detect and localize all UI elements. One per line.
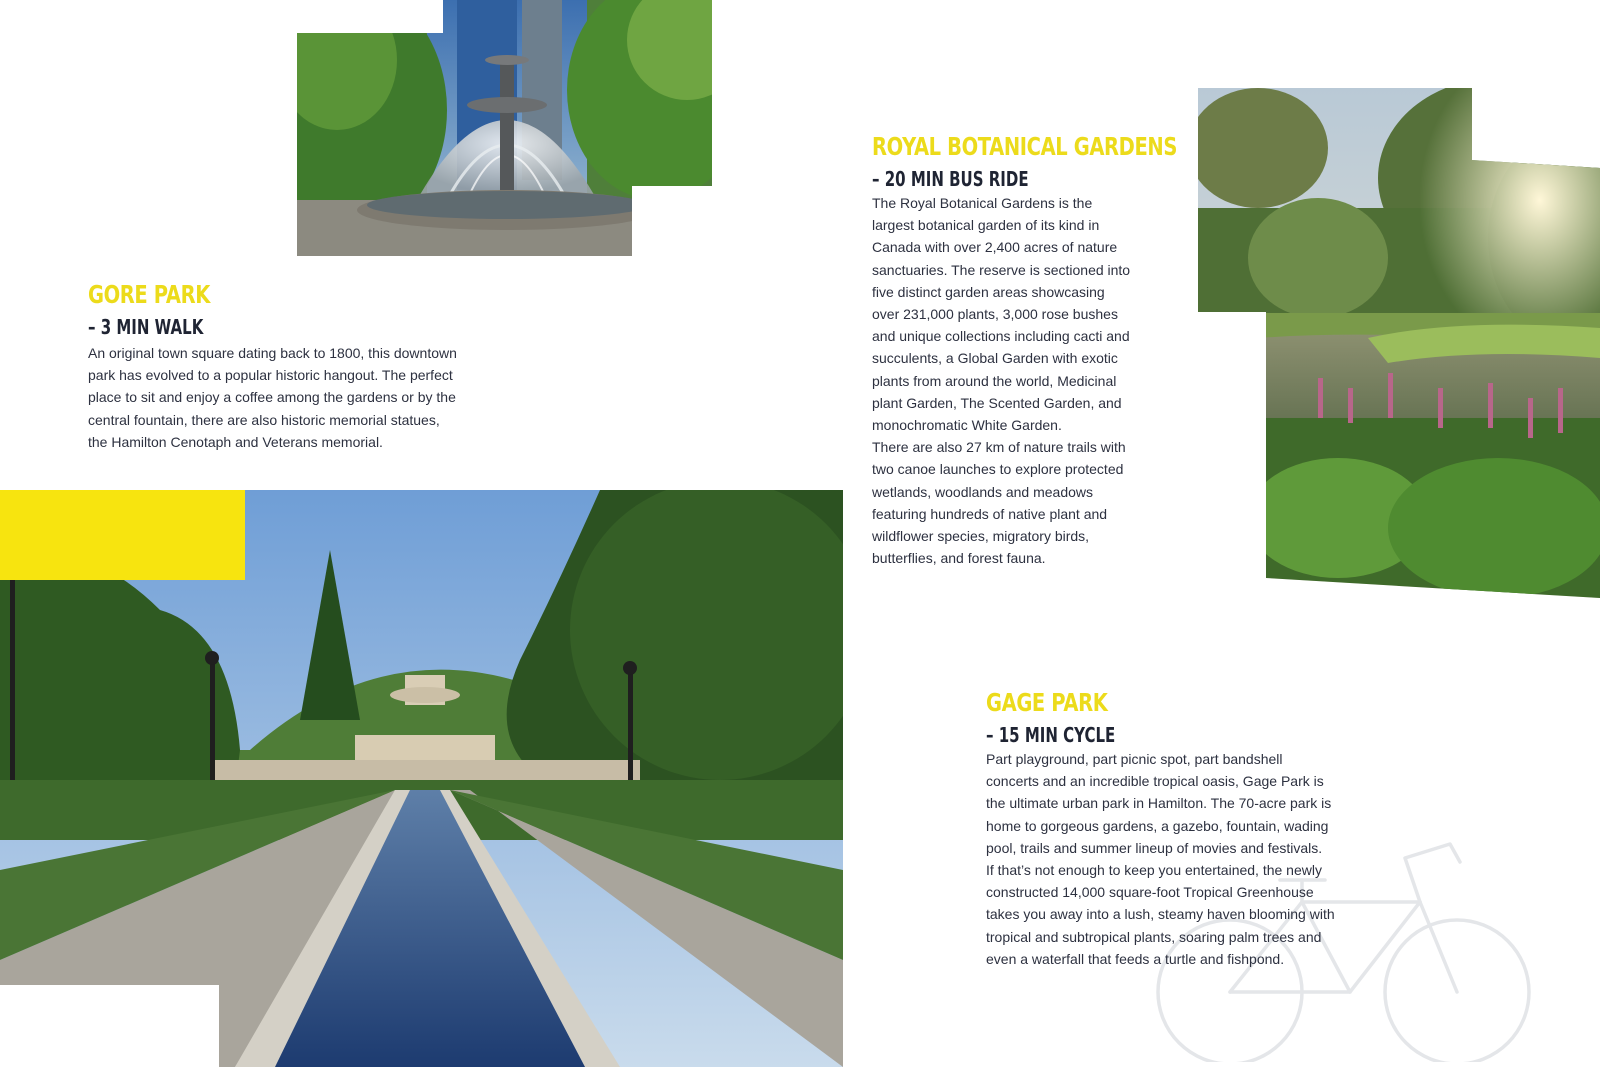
body-line: plants from around the world, Medicinal bbox=[872, 372, 1117, 389]
gage-park-title: GAGE PARK bbox=[986, 688, 1108, 717]
body-line: plant Garden, The Scented Garden, and bbox=[872, 394, 1122, 411]
gore-park-description bbox=[88, 342, 488, 453]
body-line: The Royal Botanical Gardens is the bbox=[872, 195, 1093, 211]
body-line: the ultimate urban park in Hamilton. The 70-acre park is bbox=[986, 795, 1332, 812]
rbg-description bbox=[872, 192, 1172, 569]
yellow-accent-block bbox=[0, 490, 245, 580]
body-line: Canada with over 2,400 acres of nature bbox=[872, 239, 1118, 256]
gage-park-subtitle: – 15 MIN CYCLE bbox=[986, 723, 1116, 747]
body-line: succulents, a Global Garden with exotic bbox=[872, 350, 1118, 367]
body-line: An original town square dating back to 1800, this downtown bbox=[88, 345, 457, 361]
body-line: largest botanical garden of its kind in bbox=[872, 217, 1100, 234]
body-line: two canoe launches to explore protected bbox=[872, 461, 1124, 478]
body-line: place to sit and enjoy a coffee among the gardens or by the bbox=[88, 389, 456, 406]
body-line: featuring hundreds of native plant and bbox=[872, 505, 1108, 522]
gore-park-subtitle: – 3 MIN WALK bbox=[88, 315, 204, 339]
body-line: butterflies, and forest fauna. bbox=[872, 550, 1046, 567]
body-line: takes you away into a lush, steamy haven blooming with bbox=[986, 906, 1335, 923]
body-line: the Hamilton Cenotaph and Veterans memorial. bbox=[88, 433, 383, 450]
body-line: monochromatic White Garden. bbox=[872, 417, 1062, 434]
body-line: wetlands, woodlands and meadows bbox=[872, 483, 1094, 500]
body-line: tropical and subtropical plants, soaring palm trees and bbox=[986, 928, 1322, 945]
body-line: Part playground, part picnic spot, part bandshell bbox=[986, 751, 1283, 767]
body-line: sanctuaries. The reserve is sectioned into bbox=[872, 261, 1131, 278]
body-line: pool, trails and summer lineup of movies and festivals. bbox=[986, 839, 1323, 856]
rbg-title: ROYAL BOTANICAL GARDENS bbox=[872, 132, 1177, 161]
body-line: home to gorgeous gardens, a gazebo, fountain, wading bbox=[986, 817, 1329, 834]
body-line: five distinct garden areas showcasing bbox=[872, 283, 1105, 300]
gage-park-description bbox=[986, 748, 1366, 970]
body-line: wildflower species, migratory birds, bbox=[872, 528, 1090, 545]
body-line: If that’s not enough to keep you entertained, the newly bbox=[986, 862, 1322, 879]
body-line: and unique collections including cacti and bbox=[872, 328, 1130, 345]
body-line: central fountain, there are also historic memorial statues, bbox=[88, 411, 440, 428]
gore-park-section bbox=[88, 280, 488, 453]
rbg-subtitle: – 20 MIN BUS RIDE bbox=[872, 167, 1029, 191]
body-line: There are also 27 km of nature trails with bbox=[872, 439, 1126, 456]
body-line: constructed 14,000 square-foot Tropical Greenhouse bbox=[986, 884, 1314, 901]
body-line: even a waterfall that feeds a turtle and fishpond. bbox=[986, 950, 1285, 967]
body-line: park has evolved to a popular historic hangout. The perfect bbox=[88, 367, 453, 384]
royal-botanical-gardens-section bbox=[872, 132, 1177, 569]
gore-park-title: GORE PARK bbox=[88, 280, 210, 309]
body-line: over 231,000 plants, 3,000 rose bushes bbox=[872, 306, 1118, 323]
gore-park-fountain-photo bbox=[297, 0, 712, 256]
body-line: concerts and an incredible tropical oasis, Gage Park is bbox=[986, 773, 1324, 790]
gage-park-section bbox=[986, 688, 1366, 970]
royal-botanical-gardens-photo bbox=[1198, 88, 1600, 598]
